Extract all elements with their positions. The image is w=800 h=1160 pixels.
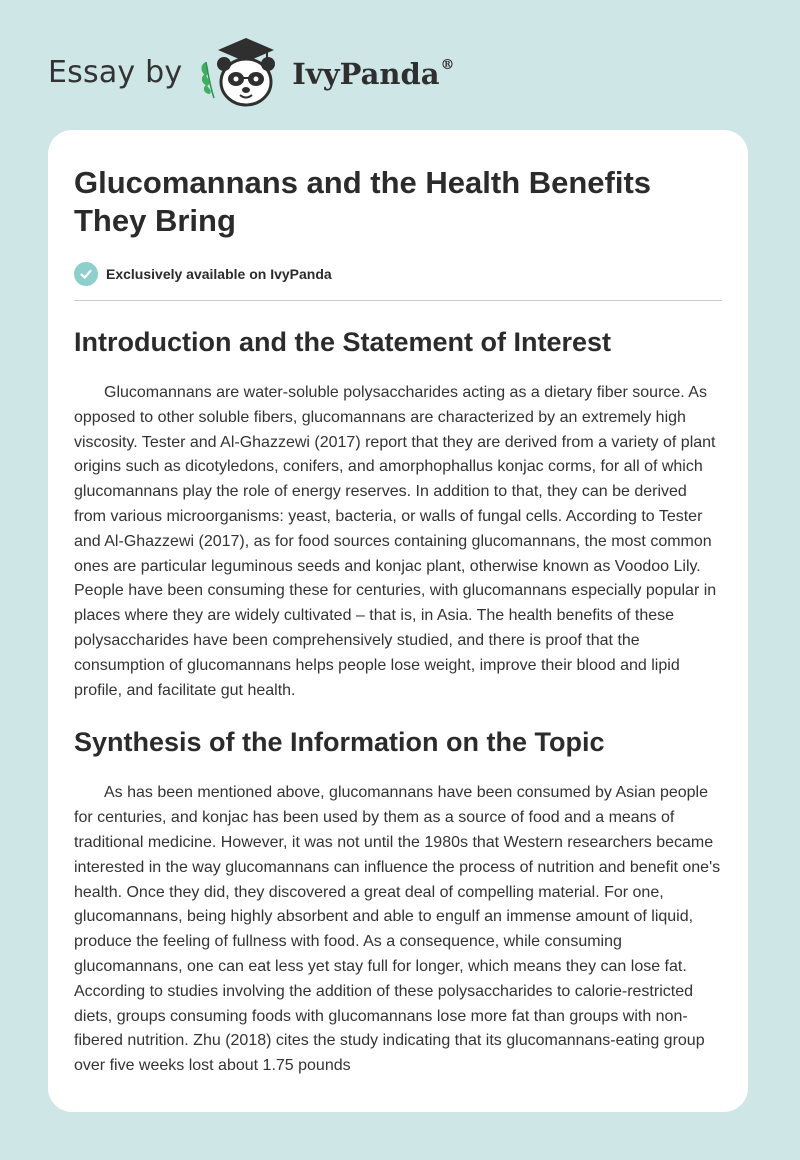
section-synthesis: [74, 725, 722, 1079]
section-introduction: [74, 325, 722, 703]
section-heading: Synthesis of the Information on the Topic: [74, 727, 605, 758]
check-icon: [74, 262, 98, 286]
registered-mark: ®: [440, 57, 455, 74]
section-paragraph: As has been mentioned above, glucomannans have been consumed by Asian people for centuries, and konjac has been used by them as a source of food and a means of traditional medicine. However, it was not until the 1980s that Western researchers became interested in the way glucomannans can influence the process of nutrition and benefit one's health. Once they did, they discovered a great deal of compelling material. For one, glucomannans, being highly absorbent and able to engulf an immense amount of liquid, produce the feeling of fullness with food. As a consequence, while consuming glucomannans, one can eat less yet stay full for longer, which means they can lose fat. According to studies involving the addition of these polysaccharides to calorie-restricted diets, groups consuming foods with glucomannans lose more fat than groups with non-fibered nutrition. Zhu (2018) cites the study indicating that its glucomannans-eating group over five weeks lost about 1.75 pounds: [74, 784, 721, 1075]
brand-name-text: IvyPanda: [292, 57, 440, 91]
essay-by-label: Essay by: [48, 54, 183, 90]
exclusive-badge: [74, 262, 722, 301]
section-paragraph: Glucomannans are water-soluble polysaccharides acting as a dietary fiber source. As opposed to other soluble fibers, glucomannans are characterized by an extremely high viscosity. Tester and Al-Ghazzewi (2017) report that they are derived from a variety of plant origins such as dicotyledons, conifers, and amorphophallus konjac corms, for all of which glucomannans play the role of energy reserves. In addition to that, they can be derived from various microorganisms: yeast, bacteria, or walls of fungal cells. According to Tester and Al-Ghazzewi (2017), as for food sources containing glucomannans, the most common ones are particular leguminous seeds and konjac plant, otherwise known as Voodoo Lily. People have been consuming these for centuries, with glucomannans especially popular in places where they are widely cultivated – that is, in Asia. The health benefits of these polysaccharides have been comprehensively studied, and there is proof that the consumption of glucomannans helps people lose weight, improve their blood and lipid profile, and facilitate gut health.: [74, 384, 717, 699]
essay-card: [48, 130, 748, 1112]
site-header: [48, 32, 455, 112]
exclusive-label: Exclusively available on IvyPanda: [106, 266, 332, 282]
essay-title: Glucomannans and the Health Benefits They Bring: [74, 165, 652, 238]
panda-graduate-icon[interactable]: [196, 32, 286, 112]
section-heading: Introduction and the Statement of Interest: [74, 327, 612, 357]
ivy-leaf-icon: [202, 62, 215, 98]
brand-name[interactable]: [292, 57, 454, 91]
